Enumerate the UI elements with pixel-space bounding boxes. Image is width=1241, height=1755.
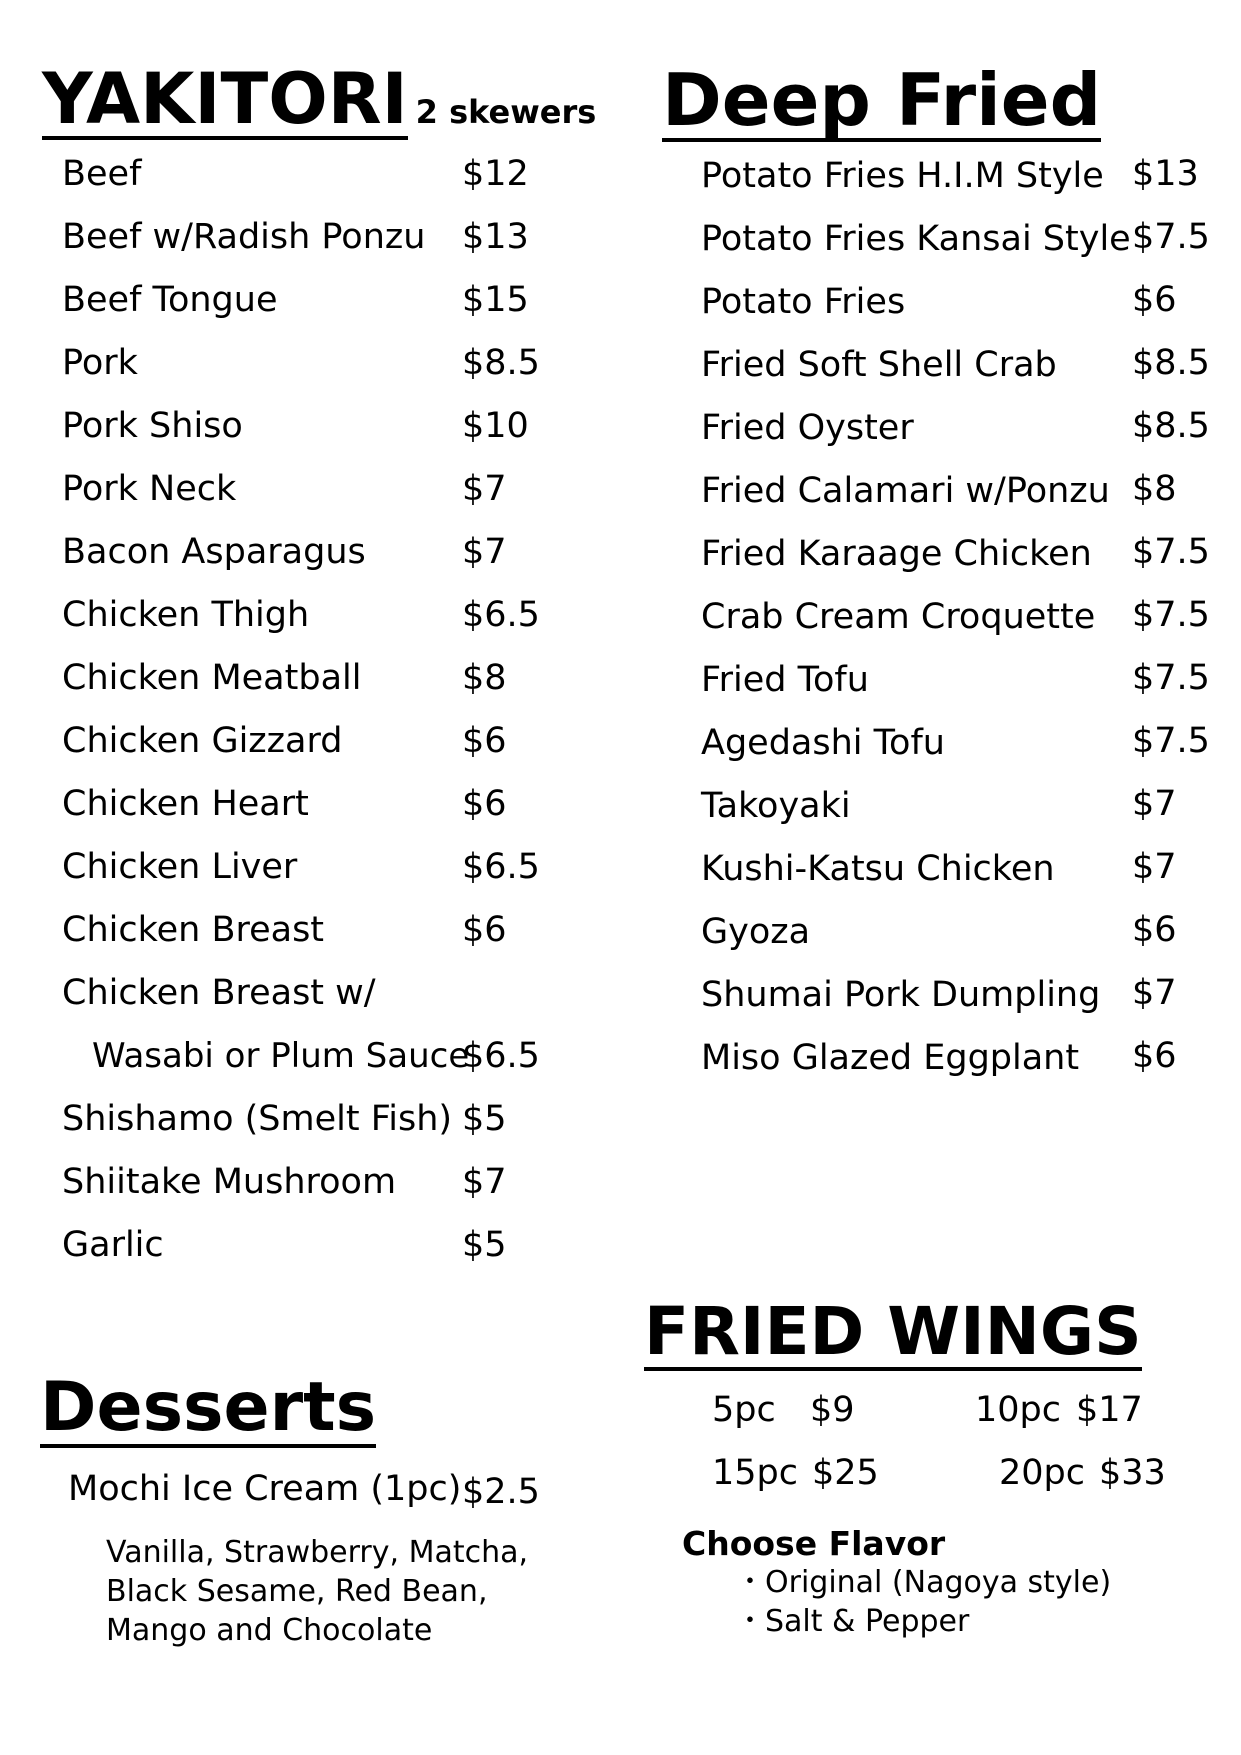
yakitori-item-price: $5 [462,1225,507,1265]
yakitori-item-name: Chicken Breast [62,910,325,950]
yakitori-item-name: Chicken Liver [62,847,298,887]
deep-fried-item-price: $7.5 [1132,721,1210,761]
deep-fried-item-name: Potato Fries Kansai Style [701,219,1131,259]
deep-fried-item-name: Gyoza [701,912,811,952]
deep-fried-item-name: Potato Fries [701,282,906,322]
yakitori-item-name: Beef w/Radish Ponzu [62,217,426,257]
yakitori-item-price: $6 [462,784,507,824]
yakitori-item-name: Wasabi or Plum Sauce [92,1036,470,1076]
deep-fried-item-price: $7 [1132,784,1177,824]
yakitori-item-name: Pork Shiso [62,406,243,446]
yakitori-item-price: $6 [462,721,507,761]
yakitori-item-name: Shiitake Mushroom [62,1162,397,1202]
deep-fried-item-price: $8 [1132,469,1177,509]
wings-option-qty: 5pc [712,1390,776,1430]
wings-heading [644,1293,1142,1371]
deep-fried-item-name: Fried Karaage Chicken [701,534,1092,574]
yakitori-item-name: Bacon Asparagus [62,532,366,572]
wings-option-price: $25 [812,1453,879,1493]
yakitori-item-name: Chicken Gizzard [62,721,343,761]
deep-fried-item-price: $7.5 [1132,658,1210,698]
wings-flavor-title: Choose Flavor [682,1524,946,1563]
yakitori-item-price: $6.5 [462,595,540,635]
wings-title: FRIED WINGS [644,1293,1142,1370]
deep-fried-item-price: $7 [1132,847,1177,887]
yakitori-title: YAKITORI [42,58,408,140]
yakitori-item-name: Beef [62,154,142,194]
wings-option-price: $9 [810,1390,855,1430]
deep-fried-item-price: $13 [1132,154,1199,194]
wings-flavor-option: ・Original (Nagoya style) [735,1565,1112,1600]
yakitori-item-price: $10 [462,406,529,446]
deep-fried-heading [662,58,1102,142]
yakitori-item-name: Chicken Meatball [62,658,362,698]
yakitori-item-name: Chicken Thigh [62,595,310,635]
wings-option-qty: 20pc [999,1453,1085,1493]
deep-fried-title: Deep Fried [662,58,1102,142]
deep-fried-item-price: $7.5 [1132,532,1210,572]
deep-fried-item-name: Shumai Pork Dumpling [701,975,1101,1015]
yakitori-item-price: $6 [462,910,507,950]
yakitori-item-name: Beef Tongue [62,280,278,320]
deep-fried-item-price: $6 [1132,910,1177,950]
yakitori-item-price: $8 [462,658,507,698]
wings-option-qty: 15pc [712,1453,798,1493]
deep-fried-item-name: Fried Oyster [701,408,914,448]
deep-fried-item-name: Crab Cream Croquette [701,597,1096,637]
dessert-flavors-line: Mango and Chocolate [106,1613,433,1648]
yakitori-item-price: $7 [462,1162,507,1202]
wings-option-price: $17 [1076,1390,1143,1430]
yakitori-item-price: $8.5 [462,343,540,383]
deep-fried-item-name: Fried Calamari w/Ponzu [701,471,1110,511]
yakitori-item-price: $13 [462,217,529,257]
yakitori-item-name: Chicken Heart [62,784,309,824]
yakitori-item-name: Chicken Breast w/ [62,973,376,1013]
deep-fried-item-price: $7.5 [1132,217,1210,257]
wings-option-price: $33 [1099,1453,1166,1493]
deep-fried-item-name: Takoyaki [701,786,851,826]
yakitori-subtitle: 2 skewers [415,93,597,131]
dessert-item-name: Mochi Ice Cream (1pc) [68,1469,462,1509]
yakitori-item-name: Shishamo (Smelt Fish) [62,1099,453,1139]
deep-fried-item-name: Potato Fries H.I.M Style [701,156,1104,196]
deep-fried-item-price: $6 [1132,1036,1177,1076]
yakitori-item-price: $12 [462,154,529,194]
dessert-flavors-line: Black Sesame, Red Bean, [106,1574,488,1609]
desserts-title: Desserts [40,1368,377,1447]
deep-fried-item-price: $8.5 [1132,406,1210,446]
yakitori-item-name: Garlic [62,1225,164,1265]
wings-option-qty: 10pc [975,1390,1061,1430]
yakitori-item-price: $5 [462,1099,507,1139]
yakitori-item-name: Pork Neck [62,469,237,509]
desserts-heading [40,1368,377,1448]
yakitori-item-price: $7 [462,469,507,509]
deep-fried-item-name: Agedashi Tofu [701,723,945,763]
yakitori-item-price: $6.5 [462,1036,540,1076]
yakitori-item-price: $6.5 [462,847,540,887]
yakitori-item-name: Pork [62,343,138,383]
deep-fried-item-name: Miso Glazed Eggplant [701,1038,1080,1078]
dessert-flavors-line: Vanilla, Strawberry, Matcha, [106,1535,529,1570]
dessert-item-price: $2.5 [462,1472,540,1512]
deep-fried-item-price: $6 [1132,280,1177,320]
deep-fried-item-price: $7 [1132,973,1177,1013]
yakitori-item-price: $15 [462,280,529,320]
yakitori-item-price: $7 [462,532,507,572]
deep-fried-item-name: Kushi-Katsu Chicken [701,849,1055,889]
deep-fried-item-price: $8.5 [1132,343,1210,383]
deep-fried-item-price: $7.5 [1132,595,1210,635]
deep-fried-item-name: Fried Soft Shell Crab [701,345,1057,385]
wings-flavor-option: ・Salt & Pepper [735,1604,970,1639]
deep-fried-item-name: Fried Tofu [701,660,869,700]
yakitori-heading [42,58,597,140]
